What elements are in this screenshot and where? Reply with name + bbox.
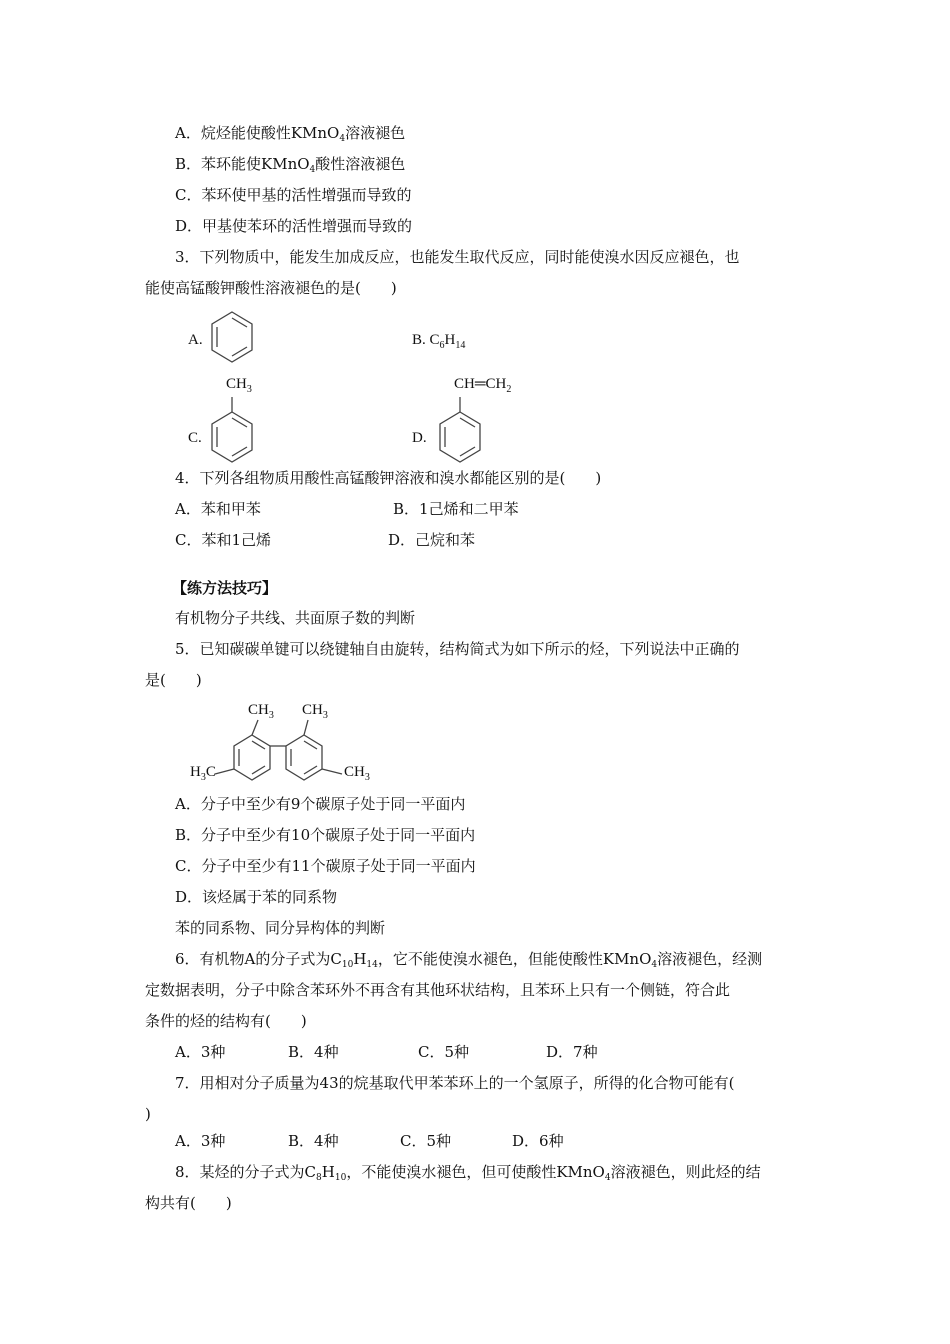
q7-option-d: D．6种 [512,1132,564,1150]
q6-option-c: C．5种 [418,1043,470,1061]
q7-stem-line2: ) [145,1105,151,1123]
q2-option-b: B．苯环能使KMnO$_4$酸性溶液褪色 [175,155,406,175]
q2-option-a: A．烷烃能使酸性KMnO$_4$溶液褪色 [175,124,406,144]
section-subtitle-1: 有机物分子共线、共面原子数的判断 [175,609,416,627]
q6-stem-line3: 条件的烃的结构有( ) [145,1012,307,1030]
section-title: 【练方法技巧】 [172,579,278,597]
q3-option-d-vinyl: $CH═CH_2$ [454,376,512,395]
q3-option-a-label: A. [188,332,203,348]
q7-stem-line1: 7．用相对分子质量为43的烷基取代甲苯苯环上的一个氢原子，所得的化合物可能有( [175,1074,735,1092]
q4-stem: 4．下列各组物质用酸性高锰酸钾溶液和溴水都能区别的是( ) [175,469,602,487]
q5-methyl-left: $H_3C$ [190,764,216,783]
q2-option-d: D．甲基使苯环的活性增强而导致的 [175,217,413,235]
q7-option-c: C．5种 [400,1132,452,1150]
q2-option-c: C．苯环使甲基的活性增强而导致的 [175,186,412,204]
q6-stem-line2: 定数据表明，分子中除含苯环外不再含有其他环状结构，且苯环上只有一个侧链，符合此 [145,981,731,999]
q5-methyl-top-right: $CH_3$ [302,702,328,721]
q8-stem-line1: 8．某烃的分子式为$C_8H_{10}$，不能使溴水褪色，但可使酸性KMnO$_4$溶液褪色，则此烃的结 [175,1163,761,1183]
q5-option-b: B．分子中至少有10个碳原子处于同一平面内 [175,826,476,844]
q6-stem-line1: 6．有机物A的分子式为$C_{10}H_{14}$，它不能使溴水褪色，但能使酸性KMnO$_4$溶液褪色，经测 [175,950,763,970]
q4-option-a: A．苯和甲苯 [175,500,261,518]
q3-option-c-methyl: $CH_3$ [226,376,252,395]
q4-option-b: B．1己烯和二甲苯 [393,500,519,518]
q6-option-a: A．3种 [175,1043,226,1061]
q3-stem-line2: 能使高锰酸钾酸性溶液褪色的是( ) [145,279,397,297]
q5-option-d: D．该烃属于苯的同系物 [175,888,338,906]
q6-option-b: B．4种 [288,1043,339,1061]
q3-option-b-formula: B. $C_6H_{14}$ [412,332,466,351]
q5-methyl-right: $CH_3$ [344,764,370,783]
q5-stem-line1: 5．已知碳碳单键可以绕键轴自由旋转，结构简式为如下所示的烃，下列说法中正确的 [175,640,740,658]
q3-option-c-label: C. [188,430,202,446]
q5-option-c: C．分子中至少有11个碳原子处于同一平面内 [175,857,476,875]
q8-stem-line2: 构共有( ) [145,1194,232,1212]
q5-stem-line2: 是( ) [145,671,202,689]
q3-option-d-label: D. [412,430,427,446]
q3-stem-line1: 3．下列物质中，能发生加成反应，也能发生取代反应，同时能使溴水因反应褪色，也 [175,248,740,266]
section-subtitle-2: 苯的同系物、同分异构体的判断 [175,919,386,937]
q7-option-b: B．4种 [288,1132,339,1150]
q5-option-a: A．分子中至少有9个碳原子处于同一平面内 [175,795,466,813]
q6-option-d: D．7种 [546,1043,598,1061]
q7-option-a: A．3种 [175,1132,226,1150]
q4-option-d: D．己烷和苯 [388,531,476,549]
q5-methyl-top-left: $CH_3$ [248,702,274,721]
q4-option-c: C．苯和1己烯 [175,531,272,549]
